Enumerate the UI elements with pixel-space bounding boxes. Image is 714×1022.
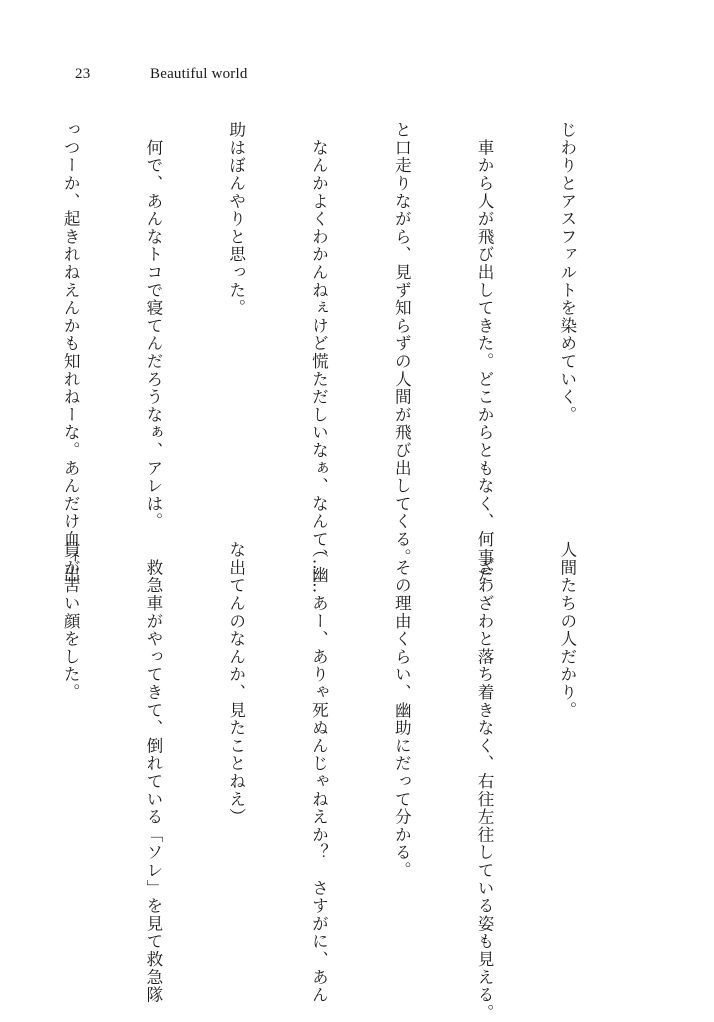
text-line: ざわざわと落ち着きなく、右往左往している姿も見える。 — [475, 541, 495, 1022]
text-line: な出てんのなんか、見たことねえ） — [226, 541, 246, 826]
book-title: Beautiful world — [150, 66, 248, 82]
text-line: 救急車がやってきて、倒れている「ソレ」を見て救急隊 — [143, 541, 163, 1004]
page-number: 23 — [75, 66, 91, 82]
text-line: 員が苦い顔をした。 — [61, 541, 81, 702]
text-line: （……あー、ありゃ死ぬんじゃねえか？ さすがに、あん — [309, 541, 329, 1004]
text-line: と口走りながら、見ず知らずの人間が飛び出してくる。 — [392, 121, 412, 566]
page-header — [75, 66, 675, 90]
text-line: 車から人が飛び出してきた。どこからともなく、何事だ — [475, 121, 495, 584]
text-line: 人間たちの人だかり。 — [557, 541, 577, 719]
text-line: じわりとアスファルトを染めていく。 — [557, 121, 577, 424]
text-block-bottom — [61, 541, 636, 1022]
text-line: その理由くらい、幽助にだって分かる。 — [392, 541, 412, 880]
text-line: 助はぼんやりと思った。 — [226, 121, 246, 317]
text-block-top — [61, 121, 636, 584]
text-line — [0, 541, 1, 927]
text-line: 何で、あんなトコで寝てんだろうなぁ、アレは。 — [143, 121, 163, 531]
text-line — [0, 121, 1, 507]
text-line: なんかよくわかんねぇけど慌ただしいなぁ、なんて、幽 — [309, 121, 329, 584]
text-line: っつーか、起きれねえんかも知れねーな。あんだけ血ィ出 — [61, 121, 81, 584]
